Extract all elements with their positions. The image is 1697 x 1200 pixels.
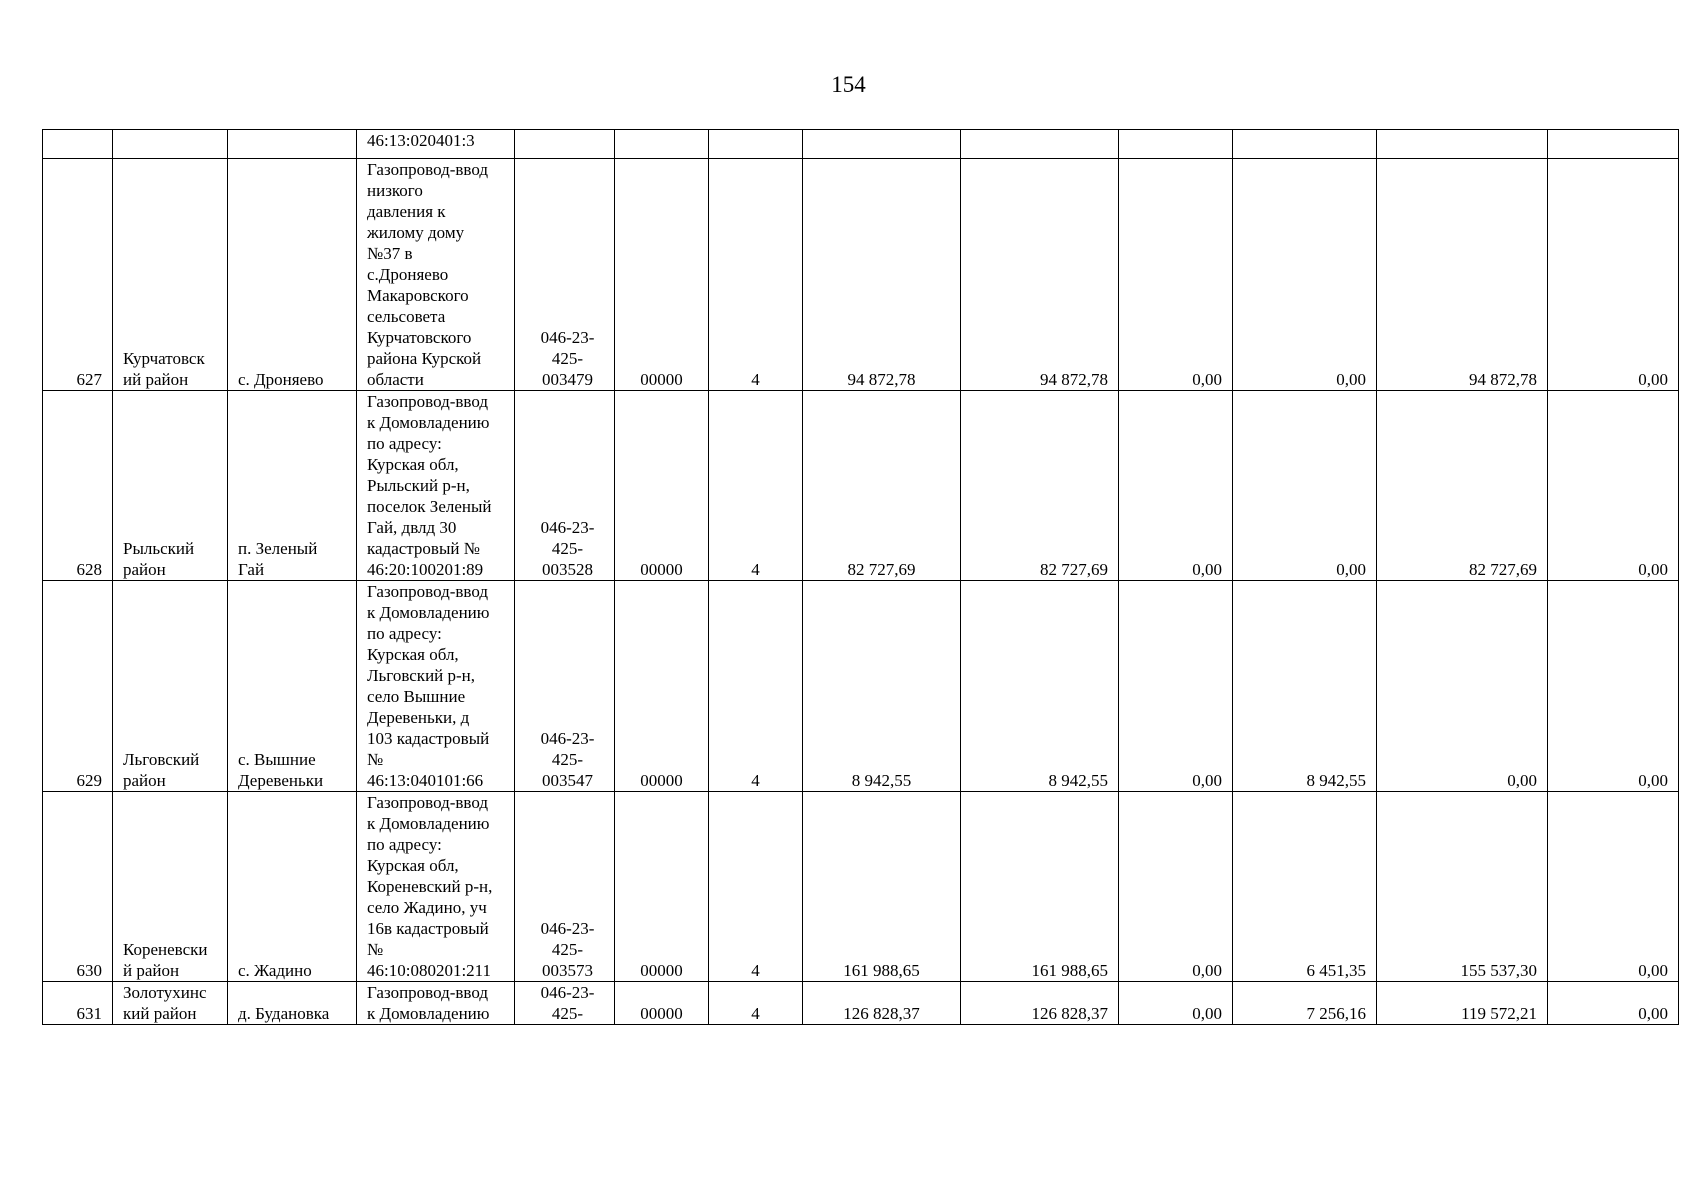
cell-code: 046-23- 425- 003573 [515,792,615,982]
cell-no: 630 [43,792,113,982]
cell-settlement: д. Будановка [228,982,357,1025]
cell-col-d: 0,00 [1548,982,1679,1025]
cell-district [113,130,228,159]
cell-col-d: 0,00 [1548,581,1679,792]
cell-district: Золотухинс кий район [113,982,228,1025]
cell-district: Курчатовск ий район [113,159,228,391]
cell-total: 8 942,55 [803,581,961,792]
cell-col-a: 0,00 [1119,792,1233,982]
cell-col-b: 0,00 [1233,159,1377,391]
cell-settlement: с. Жадино [228,792,357,982]
cell-col-a: 0,00 [1119,581,1233,792]
table-row [43,982,1679,1025]
cell-settlement [228,130,357,159]
cell-kbk: 00000 [615,581,709,792]
cell-sum-all: 94 872,78 [961,159,1119,391]
cell-total: 126 828,37 [803,982,961,1025]
cell-code: 046-23- 425- [515,982,615,1025]
cell-district: Рыльский район [113,391,228,581]
cell-object: Газопровод-ввод к Домовладению по адресу: Курская обл, Рыльский р-н, поселок Зеленый Гай, двлд 30 кадастровый № 46:20:100201:89 [357,391,515,581]
register-table [42,129,1679,1025]
cell-settlement: с. Вышние Деревеньки [228,581,357,792]
cell-sum-all: 161 988,65 [961,792,1119,982]
cell-col-b: 6 451,35 [1233,792,1377,982]
cell-kbk: 00000 [615,982,709,1025]
cell-sum-all: 8 942,55 [961,581,1119,792]
cell-kbk: 00000 [615,159,709,391]
cell-total: 161 988,65 [803,792,961,982]
cell-col-c: 82 727,69 [1377,391,1548,581]
cell-object: Газопровод-ввод низкого давления к жилому дому №37 в с.Дроняево Макаровского сельсовета Курчатовского района Курской области [357,159,515,391]
table-row [43,581,1679,792]
cell-object: Газопровод-ввод к Домовладению по адресу: Курская обл, Льговский р-н, село Вышние Деревеньки, д 103 кадастровый № 46:13:040101:66 [357,581,515,792]
cell-object: 46:13:020401:3 [357,130,515,159]
cell-no: 628 [43,391,113,581]
cell-group: 4 [709,982,803,1025]
cell-group: 4 [709,391,803,581]
cell-code: 046-23- 425- 003479 [515,159,615,391]
cell-district: Кореневски й район [113,792,228,982]
cell-col-c: 94 872,78 [1377,159,1548,391]
cell-total: 82 727,69 [803,391,961,581]
cell-no [43,130,113,159]
cell-col-a: 0,00 [1119,391,1233,581]
cell-no: 629 [43,581,113,792]
cell-sum-all: 82 727,69 [961,391,1119,581]
cell-code: 046-23- 425- 003547 [515,581,615,792]
cell-code [515,130,615,159]
cell-col-d [1548,130,1679,159]
cell-sum-all: 126 828,37 [961,982,1119,1025]
cell-code: 046-23- 425- 003528 [515,391,615,581]
cell-total [803,130,961,159]
cell-group: 4 [709,581,803,792]
table-row [43,159,1679,391]
cell-col-d: 0,00 [1548,391,1679,581]
cell-col-c: 0,00 [1377,581,1548,792]
cell-col-a [1119,130,1233,159]
cell-settlement: с. Дроняево [228,159,357,391]
cell-object: Газопровод-ввод к Домовладению [357,982,515,1025]
cell-col-b [1233,130,1377,159]
cell-kbk: 00000 [615,792,709,982]
cell-district: Льговский район [113,581,228,792]
cell-kbk: 00000 [615,391,709,581]
cell-group [709,130,803,159]
cell-col-d: 0,00 [1548,159,1679,391]
page-number: 154 [831,72,866,97]
cell-col-b: 7 256,16 [1233,982,1377,1025]
table-row-continuation [43,130,1679,159]
cell-object: Газопровод-ввод к Домовладению по адресу: Курская обл, Кореневский р-н, село Жадино, уч 16в кадастровый № 46:10:080201:211 [357,792,515,982]
cell-sum-all [961,130,1119,159]
cell-kbk [615,130,709,159]
cell-col-d: 0,00 [1548,792,1679,982]
cell-col-c: 155 537,30 [1377,792,1548,982]
cell-group: 4 [709,159,803,391]
cell-settlement: п. Зеленый Гай [228,391,357,581]
table-row [43,792,1679,982]
cell-group: 4 [709,792,803,982]
cell-col-a: 0,00 [1119,159,1233,391]
cell-no: 627 [43,159,113,391]
cell-col-a: 0,00 [1119,982,1233,1025]
cell-col-b: 0,00 [1233,391,1377,581]
table-row [43,391,1679,581]
cell-total: 94 872,78 [803,159,961,391]
cell-col-b: 8 942,55 [1233,581,1377,792]
cell-no: 631 [43,982,113,1025]
cell-col-c [1377,130,1548,159]
cell-col-c: 119 572,21 [1377,982,1548,1025]
